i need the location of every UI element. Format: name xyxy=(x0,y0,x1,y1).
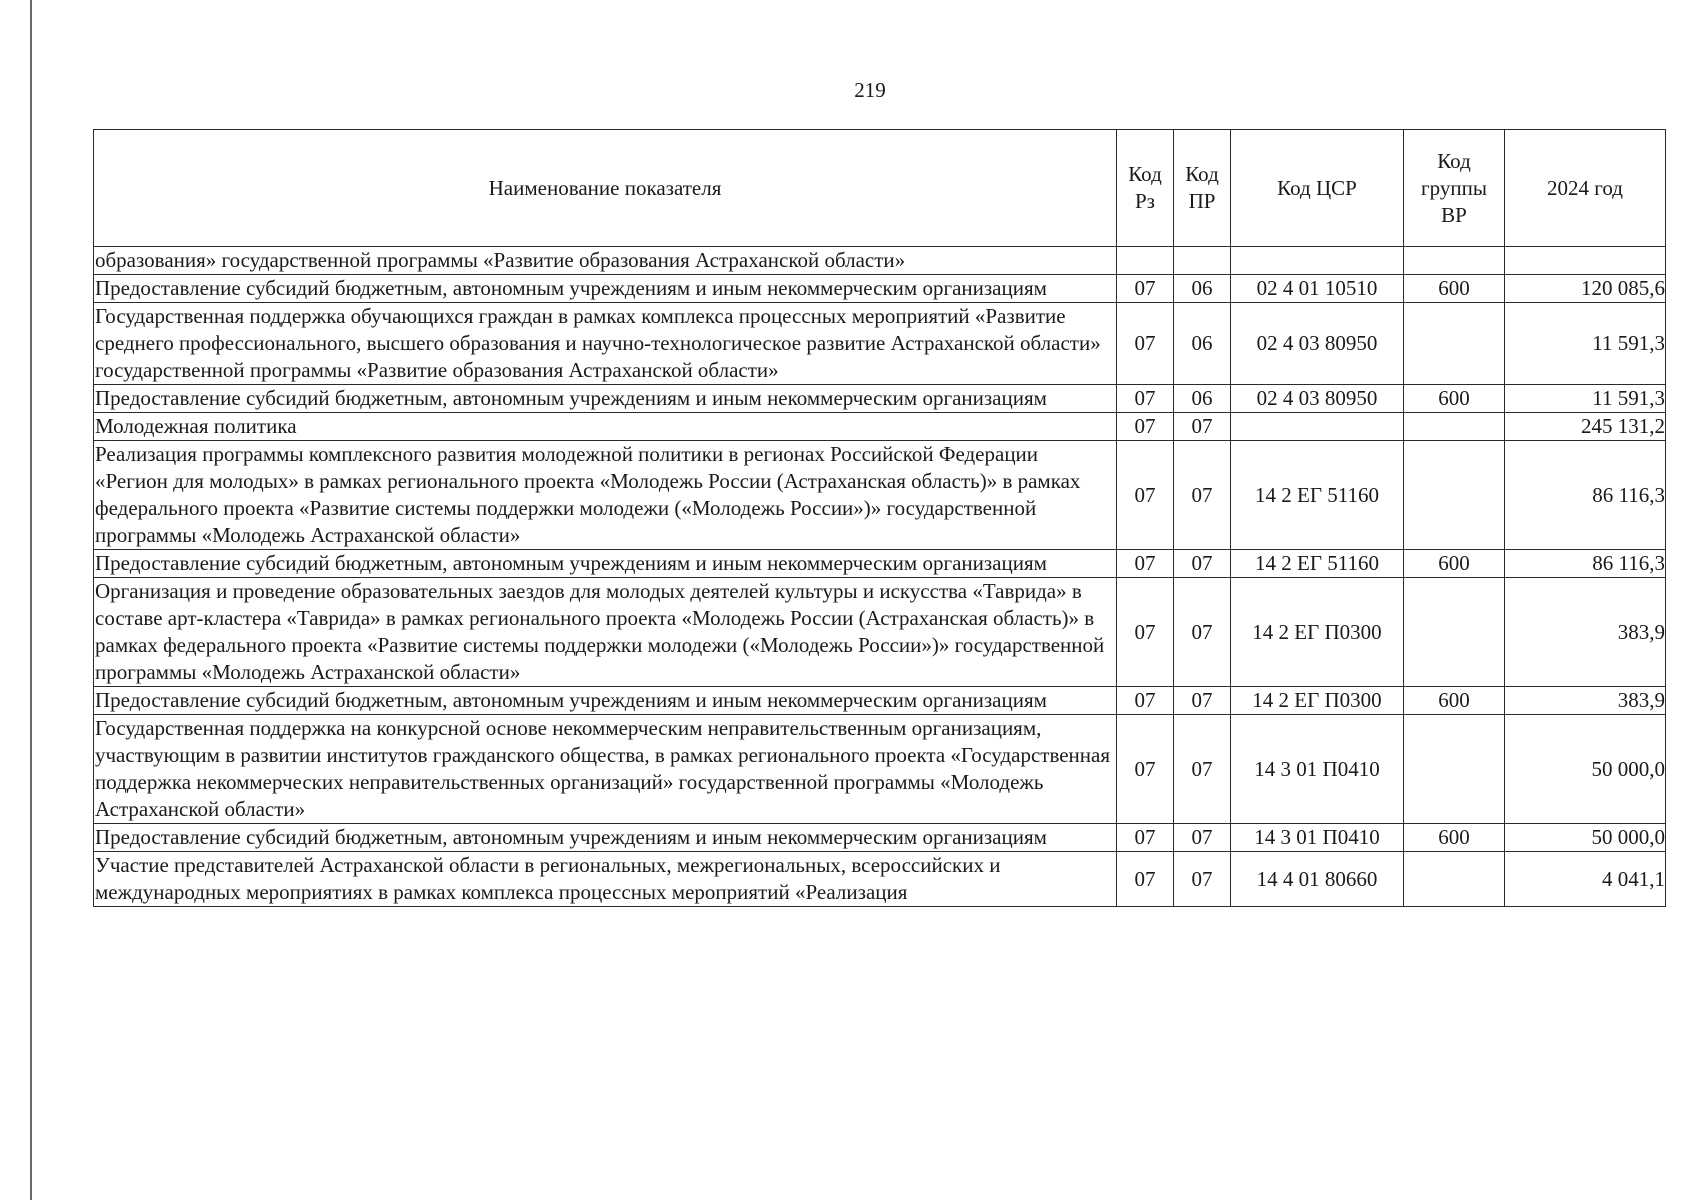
table-row xyxy=(94,385,1666,413)
cell-vr xyxy=(1404,303,1505,385)
table-body xyxy=(94,247,1666,907)
table-row xyxy=(94,275,1666,303)
left-margin-line xyxy=(30,0,32,1200)
header-vr: Код группы ВР xyxy=(1404,130,1505,247)
cell-csr: 02 4 03 80950 xyxy=(1231,385,1404,413)
cell-name: Предоставление субсидий бюджетным, автономным учреждениям и иным некоммерческим организациям xyxy=(94,824,1117,852)
header-year: 2024 год xyxy=(1505,130,1666,247)
cell-amount xyxy=(1505,247,1666,275)
cell-rz: 07 xyxy=(1117,303,1174,385)
cell-amount: 383,9 xyxy=(1505,687,1666,715)
cell-pr: 06 xyxy=(1174,303,1231,385)
cell-csr: 14 3 01 П0410 xyxy=(1231,715,1404,824)
cell-vr: 600 xyxy=(1404,687,1505,715)
cell-vr xyxy=(1404,852,1505,907)
cell-csr: 14 2 ЕГ 51160 xyxy=(1231,550,1404,578)
table-row xyxy=(94,247,1666,275)
table-header-row xyxy=(94,130,1666,247)
cell-name: Участие представителей Астраханской области в региональных, межрегиональных, всероссийских и международных мероприятиях в рамках комплекса процессных мероприятий «Реализация xyxy=(94,852,1117,907)
cell-csr xyxy=(1231,247,1404,275)
cell-name: Государственная поддержка на конкурсной основе некоммерческим неправительственным организациям, участвующим в развитии институтов гражданского общества, в рамках регионального проекта «Государственная поддержка некоммерческих неправительственных организаций» государственной программы «Молодежь Астраханской области» xyxy=(94,715,1117,824)
cell-amount: 4 041,1 xyxy=(1505,852,1666,907)
table-row xyxy=(94,303,1666,385)
cell-vr xyxy=(1404,578,1505,687)
cell-csr: 02 4 03 80950 xyxy=(1231,303,1404,385)
cell-rz: 07 xyxy=(1117,715,1174,824)
cell-name: Предоставление субсидий бюджетным, автономным учреждениям и иным некоммерческим организациям xyxy=(94,687,1117,715)
cell-pr: 07 xyxy=(1174,687,1231,715)
cell-pr: 06 xyxy=(1174,385,1231,413)
cell-name: Предоставление субсидий бюджетным, автономным учреждениям и иным некоммерческим организациям xyxy=(94,275,1117,303)
cell-name: Молодежная политика xyxy=(94,413,1117,441)
cell-pr: 07 xyxy=(1174,413,1231,441)
cell-name: Организация и проведение образовательных заездов для молодых деятелей культуры и искусства «Таврида» в составе арт-кластера «Таврида» в рамках регионального проекта «Молодежь России (Астраханская область)» в рамках федерального проекта «Развитие системы поддержки молодежи («Молодежь России»)» государственной программы «Молодежь Астраханской области» xyxy=(94,578,1117,687)
cell-rz: 07 xyxy=(1117,550,1174,578)
cell-pr: 06 xyxy=(1174,275,1231,303)
cell-amount: 120 085,6 xyxy=(1505,275,1666,303)
cell-pr: 07 xyxy=(1174,441,1231,550)
cell-csr: 14 3 01 П0410 xyxy=(1231,824,1404,852)
table-row xyxy=(94,824,1666,852)
cell-amount: 50 000,0 xyxy=(1505,824,1666,852)
cell-amount: 245 131,2 xyxy=(1505,413,1666,441)
cell-pr: 07 xyxy=(1174,550,1231,578)
cell-vr xyxy=(1404,441,1505,550)
cell-rz: 07 xyxy=(1117,687,1174,715)
cell-rz xyxy=(1117,247,1174,275)
page-number: 219 xyxy=(854,78,886,102)
header-rz: Код Рз xyxy=(1117,130,1174,247)
cell-name: Предоставление субсидий бюджетным, автономным учреждениям и иным некоммерческим организациям xyxy=(94,385,1117,413)
table-row xyxy=(94,687,1666,715)
budget-table xyxy=(93,129,1666,907)
cell-name: Предоставление субсидий бюджетным, автономным учреждениям и иным некоммерческим организациям xyxy=(94,550,1117,578)
cell-vr xyxy=(1404,715,1505,824)
cell-vr: 600 xyxy=(1404,385,1505,413)
cell-vr xyxy=(1404,413,1505,441)
cell-vr: 600 xyxy=(1404,824,1505,852)
cell-rz: 07 xyxy=(1117,852,1174,907)
cell-vr xyxy=(1404,247,1505,275)
cell-rz: 07 xyxy=(1117,413,1174,441)
cell-csr: 14 2 ЕГ 51160 xyxy=(1231,441,1404,550)
cell-amount: 383,9 xyxy=(1505,578,1666,687)
cell-name: Государственная поддержка обучающихся граждан в рамках комплекса процессных мероприятий «Развитие среднего профессионального, высшего образования и научно-технологическое развитие Астраханской области» государственной программы «Развитие образования Астраханской области» xyxy=(94,303,1117,385)
cell-csr: 02 4 01 10510 xyxy=(1231,275,1404,303)
cell-rz: 07 xyxy=(1117,441,1174,550)
cell-csr xyxy=(1231,413,1404,441)
cell-amount: 11 591,3 xyxy=(1505,303,1666,385)
cell-pr: 07 xyxy=(1174,715,1231,824)
cell-amount: 50 000,0 xyxy=(1505,715,1666,824)
table-row xyxy=(94,852,1666,907)
table-row xyxy=(94,550,1666,578)
table-row xyxy=(94,715,1666,824)
cell-amount: 86 116,3 xyxy=(1505,441,1666,550)
cell-vr: 600 xyxy=(1404,550,1505,578)
cell-rz: 07 xyxy=(1117,824,1174,852)
cell-csr: 14 2 ЕГ П0300 xyxy=(1231,578,1404,687)
cell-pr xyxy=(1174,247,1231,275)
cell-csr: 14 2 ЕГ П0300 xyxy=(1231,687,1404,715)
cell-pr: 07 xyxy=(1174,578,1231,687)
cell-pr: 07 xyxy=(1174,852,1231,907)
cell-amount: 86 116,3 xyxy=(1505,550,1666,578)
cell-rz: 07 xyxy=(1117,385,1174,413)
table-row xyxy=(94,413,1666,441)
table-row xyxy=(94,441,1666,550)
cell-name: Реализация программы комплексного развития молодежной политики в регионах Российской Федерации «Регион для молодых» в рамках регионального проекта «Молодежь России (Астраханская область)» в рамках федерального проекта «Развитие системы поддержки молодежи («Молодежь России»)» государственной программы «Молодежь Астраханской области» xyxy=(94,441,1117,550)
cell-rz: 07 xyxy=(1117,578,1174,687)
header-csr: Код ЦСР xyxy=(1231,130,1404,247)
cell-pr: 07 xyxy=(1174,824,1231,852)
cell-csr: 14 4 01 80660 xyxy=(1231,852,1404,907)
table-row xyxy=(94,578,1666,687)
cell-name: образования» государственной программы «Развитие образования Астраханской области» xyxy=(94,247,1117,275)
cell-vr: 600 xyxy=(1404,275,1505,303)
cell-amount: 11 591,3 xyxy=(1505,385,1666,413)
header-name: Наименование показателя xyxy=(94,130,1117,247)
header-pr: Код ПР xyxy=(1174,130,1231,247)
cell-rz: 07 xyxy=(1117,275,1174,303)
